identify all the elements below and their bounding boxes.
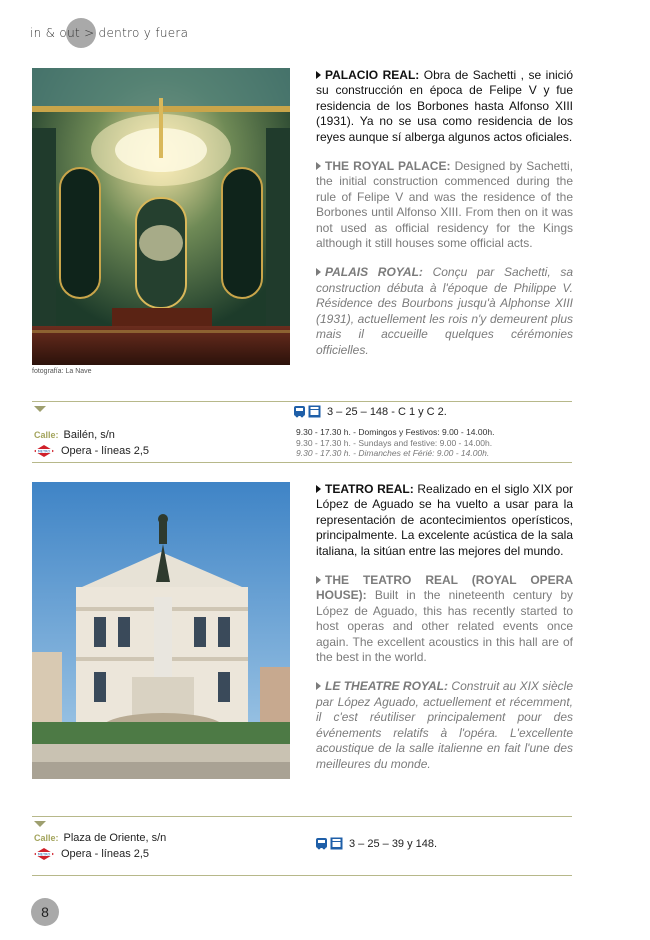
emt-bus-icon (308, 405, 321, 418)
teatro-en-paragraph: THE TEATRO REAL (ROYAL OPERA HOUSE): Built in the nineteenth century by López de Aguado, this has recently started to host operas and other related events once again. The excellent acoustics in this hall are of the best in the world. (316, 573, 573, 665)
bullet-arrow-icon (316, 576, 321, 584)
teatro-es-paragraph: TEATRO REAL: Realizado en el siglo XIX por López de Aguado se ha vuelto a usar para la representación de acontecimientos operísticos, principalmente. La excelente acústica de la sala italiana, la sitúan entre las mejores del mundo. (316, 482, 573, 558)
divider-top-2 (32, 816, 572, 817)
bullet-arrow-icon (316, 268, 321, 276)
teatro-address: Calle: Plaza de Oriente, s/n (34, 832, 167, 844)
metro-logo-icon (33, 444, 55, 458)
palacio-text-column (316, 68, 573, 372)
palacio-metro: Opera - líneas 2,5 (61, 445, 150, 457)
bullet-arrow-icon (316, 682, 321, 690)
palacio-en-paragraph: THE ROYAL PALACE: Designed by Sachetti, the initial construction commenced during the rule of Felipe V and was the residence of the Borbones until Alfonso XIII. From then on it was not used as official residency for the Kings although it still houses some official acts. (316, 159, 573, 251)
teatro-bus-lines: 3 – 25 – 39 y 148. (349, 837, 438, 850)
header-title: in & out > dentro y fuera (30, 26, 189, 40)
emt-bus-icon (330, 837, 343, 850)
divider-top-1 (32, 401, 572, 402)
hours-es: 9.30 - 17.30 h. - Domingos y Festivos: 9.00 - 14.00h. (296, 427, 495, 437)
triangle-marker-icon (34, 406, 46, 412)
bullet-arrow-icon (316, 485, 321, 493)
palacio-hours (296, 427, 494, 459)
svg-text:METRO: METRO (37, 852, 51, 857)
bullet-arrow-icon (316, 71, 321, 79)
hours-fr: 9.30 - 17.30 h. - Dimanches et Férié: 9.00 - 14.00h. (296, 448, 490, 458)
hours-en: 9.30 - 17.30 h. - Sundays and festive: 9.00 - 14.00h. (296, 437, 493, 448)
palacio-bus-lines: 3 – 25 – 148 - C 1 y C 2. (327, 405, 447, 418)
bus-icon (315, 837, 328, 850)
palacio-address: Calle: Bailén, s/n (34, 429, 115, 441)
palace-interior-photo (32, 68, 290, 365)
teatro-real-photo (32, 482, 290, 779)
photo-caption: fotografía: La Nave (32, 368, 92, 375)
palacio-fr-paragraph: PALAIS ROYAL: Conçu par Sachetti, sa construction débuta à l'époque de Philippe V. Résidence des Bourbons jusqu'à Alphonse XIII (1931), actuellement les rois n'y demeurent plus mais il accueille quelques cérémonies officielles. (316, 265, 574, 357)
teatro-fr-paragraph: LE THEATRE ROYAL: Construit au XIX siècle par López Aguado, actuellement et récemment, il c'est réutiliser principalement pour des événements relatifs à l'opéra. L'excellente acoustique de la salle italienne en fait l'une des meilleures du monde. (316, 679, 573, 771)
metro-logo-icon (33, 847, 55, 861)
divider-bottom-2 (32, 875, 572, 876)
teatro-transport (315, 837, 437, 850)
palacio-es-paragraph: PALACIO REAL: Obra de Sachetti , se inició su construcción en época de Felipe V y fue residencia de los Borbones hasta Alfonso XIII (1931). Ya no se usa como residencia de los reyes aunque sí alberga algunos actos oficiales. (316, 68, 574, 144)
teatro-text-column (316, 482, 573, 786)
teatro-metro: Opera - líneas 2,5 (61, 848, 150, 860)
bus-icon (293, 405, 306, 418)
divider-bottom-1 (32, 462, 572, 463)
palacio-transport (293, 405, 447, 418)
page-number: 8 (31, 898, 59, 926)
bullet-arrow-icon (316, 162, 321, 170)
triangle-marker-icon (34, 821, 46, 827)
svg-text:METRO: METRO (37, 449, 51, 454)
